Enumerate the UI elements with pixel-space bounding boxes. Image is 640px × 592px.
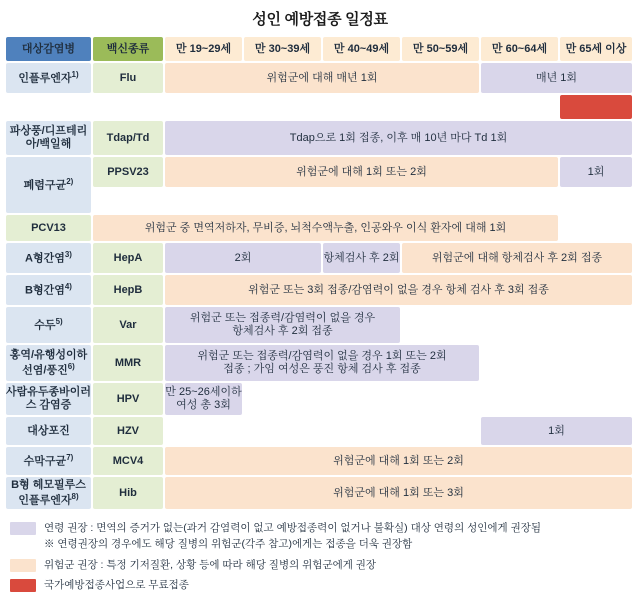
schedule-cell-line: 접종 ; 가임 여성은 풍진 항체 검사 후 접종: [223, 363, 421, 375]
vaccine-cell: Tdap/Td: [93, 121, 163, 155]
schedule-cell: [481, 345, 632, 381]
disease-footnote-marker: 4): [64, 282, 72, 292]
schedule-cell: [165, 63, 479, 93]
disease-label: 수막구균: [23, 456, 67, 468]
disease-label: B형간염: [25, 285, 65, 297]
legend-text-free-vaccination: 국가예방접종사업으로 무료접종: [44, 579, 189, 592]
free-vaccination-bar-row: [6, 95, 634, 119]
schedule-cell-line: 위험군에 대해 1회 또는 2회: [333, 454, 464, 467]
schedule-cell: [560, 157, 632, 187]
disease-footnote-marker: 3): [64, 250, 72, 260]
schedule-cell: [165, 477, 632, 509]
legend-text-risk-recommended: 위험군 권장 : 특정 기저질환, 상황 등에 따라 해당 질병의 위험군에게 권장: [44, 558, 377, 571]
table-row: [6, 157, 634, 187]
schedule-cell: [165, 121, 632, 155]
schedule-cell-line: 여성 총 3회: [176, 399, 231, 411]
vaccine-cell: MMR: [93, 345, 163, 381]
schedule-cell-line: 2회: [234, 251, 252, 264]
schedule-cell-line: 위험군 중 면역저하자, 무비증, 뇌척수액누출, 인공와우 이식 환자에 대해 1회: [144, 221, 507, 234]
disease-cell: [6, 63, 91, 93]
disease-footnote-marker: 6): [67, 361, 75, 371]
disease-cell: [6, 447, 91, 475]
vaccine-cell: MCV4: [93, 447, 163, 475]
disease-cell: [6, 121, 91, 155]
disease-footnote-marker: 8): [71, 491, 79, 501]
schedule-cell-line: 위험군에 대해 1회 또는 2회: [296, 165, 427, 178]
legend-swatch-red: [10, 579, 36, 592]
vaccine-cell: HPV: [93, 383, 163, 415]
schedule-cell: [165, 307, 400, 343]
vaccine-cell: Flu: [93, 63, 163, 93]
schedule-cell: [165, 275, 632, 305]
schedule-cell-line: 만 25~26세이하: [165, 386, 242, 399]
schedule-cell-line: 위험군 또는 접종력/감염력이 없을 경우: [189, 312, 376, 325]
disease-cell: [6, 417, 91, 445]
header-age-40-49: 만 40~49세: [323, 37, 400, 61]
header-age-60-64: 만 60~64세: [481, 37, 558, 61]
disease-cell: [6, 477, 91, 509]
legend-item-risk-recommended: [10, 558, 630, 574]
table-header-row: [6, 37, 634, 61]
disease-footnote-marker: 2): [66, 177, 74, 187]
schedule-cell: [165, 447, 632, 475]
bar-spacer: [93, 189, 632, 213]
schedule-cell-line: 위험군에 대해 매년 1회: [266, 71, 378, 84]
disease-label: 파상풍/디프테리아/백일해: [9, 125, 88, 150]
disease-footnote-marker: 1): [71, 70, 79, 80]
table-row: [6, 121, 634, 155]
table-body: [6, 63, 634, 509]
schedule-cell-line: 매년 1회: [535, 71, 578, 84]
disease-footnote-marker: 5): [55, 317, 63, 327]
disease-label: 인플루엔자: [18, 73, 72, 85]
disease-footnote-marker: 7): [66, 453, 74, 463]
schedule-cell: [402, 243, 632, 273]
header-vaccine: 백신종류: [93, 37, 163, 61]
legend-item-free-vaccination: [10, 578, 630, 592]
legend-item-age-recommended: [10, 521, 630, 553]
schedule-cell-line: 위험군에 대해 1회 또는 3회: [333, 486, 464, 499]
header-age-30-39: 만 30~39세: [244, 37, 321, 61]
table-row: [6, 447, 634, 475]
schedule-cell-line: 1회: [587, 165, 605, 178]
table-row: [6, 63, 634, 93]
table-row: [6, 383, 634, 415]
page-title: 성인 예방접종 일정표: [252, 11, 388, 28]
schedule-cell-line: 1회: [548, 424, 565, 437]
schedule-cell: [93, 215, 558, 241]
header-disease: 대상감염병: [6, 37, 91, 61]
disease-cell: [6, 157, 91, 213]
disease-cell: [6, 275, 91, 305]
schedule-cell: [165, 243, 321, 273]
disease-label: A형간염: [25, 253, 65, 265]
table-row: [6, 345, 634, 381]
table-row: [6, 417, 634, 445]
schedule-cell: [323, 243, 400, 273]
header-age-19-29: 만 19~29세: [165, 37, 242, 61]
schedule-cell: [481, 417, 632, 445]
vaccine-cell: HepA: [93, 243, 163, 273]
legend-text-age-recommended: 연령 권장 : 면역의 증거가 없는(과거 감염력이 없고 예방접종력이 없거나 불확실) 대상 연령의 성인에게 권장됨: [44, 522, 542, 534]
schedule-cell: [481, 63, 632, 93]
schedule-cell-line: 위험군 또는 접종력/감염력이 없을 경우 1회 또는 2회: [197, 350, 447, 363]
vaccine-cell: PPSV23: [93, 157, 163, 187]
schedule-cell: [165, 157, 558, 187]
disease-label: 폐렴구균: [23, 180, 67, 192]
table-row: [6, 477, 634, 509]
table-row: [6, 215, 634, 241]
legend-swatch-purple: [10, 522, 36, 535]
free-vaccination-bar: [560, 95, 632, 119]
vaccine-cell: Hib: [93, 477, 163, 509]
table-row: [6, 243, 634, 273]
disease-cell: [6, 243, 91, 273]
schedule-cell: [165, 383, 242, 415]
disease-label: 대상포진: [27, 424, 70, 437]
table-row: [6, 275, 634, 305]
legend: [10, 521, 630, 592]
disease-cell: [6, 307, 91, 343]
disease-label: 홍역/유행성이하선염/풍진: [9, 349, 88, 377]
vaccine-cell: HZV: [93, 417, 163, 445]
vaccine-cell: HepB: [93, 275, 163, 305]
schedule-cell: [165, 345, 479, 381]
disease-label: B형 헤모필루스 인플루엔자: [11, 479, 86, 507]
schedule-cell-line: 위험군 또는 3회 접종/감염력이 없을 경우 항체 검사 후 3회 접종: [248, 283, 549, 296]
vaccine-cell: PCV13: [6, 215, 91, 241]
vaccination-schedule-table: [4, 35, 636, 511]
schedule-cell-line: 위험군에 대해 항체검사 후 2회 접종: [431, 251, 603, 264]
legend-swatch-orange: [10, 559, 36, 572]
schedule-cell: [244, 383, 632, 415]
disease-cell: [6, 345, 91, 381]
table-row: [6, 307, 634, 343]
schedule-cell: [402, 307, 632, 343]
disease-cell: [6, 383, 91, 415]
header-age-50-59: 만 50~59세: [402, 37, 479, 61]
schedule-cell: [165, 417, 479, 445]
header-age-65-plus: 만 65세 이상: [560, 37, 632, 61]
schedule-cell-line: 항체검사 후 2회: [323, 251, 400, 264]
disease-label: 수두: [34, 320, 56, 332]
schedule-cell-line: Tdap으로 1회 접종, 이후 매 10년 마다 Td 1회: [289, 131, 508, 144]
vaccine-cell: Var: [93, 307, 163, 343]
schedule-cell-line: 항체검사 후 2회 접종: [232, 325, 333, 337]
disease-label: 사람유두종바이러스 감염증: [6, 386, 92, 411]
legend-subtext-age-recommended: ※ 연령권장의 경우에도 해당 질병의 위험군(각주 참고)에게는 접종을 더욱 권장함: [44, 537, 413, 550]
bar-spacer: [6, 95, 558, 119]
free-vaccination-bar-row: [6, 189, 634, 213]
